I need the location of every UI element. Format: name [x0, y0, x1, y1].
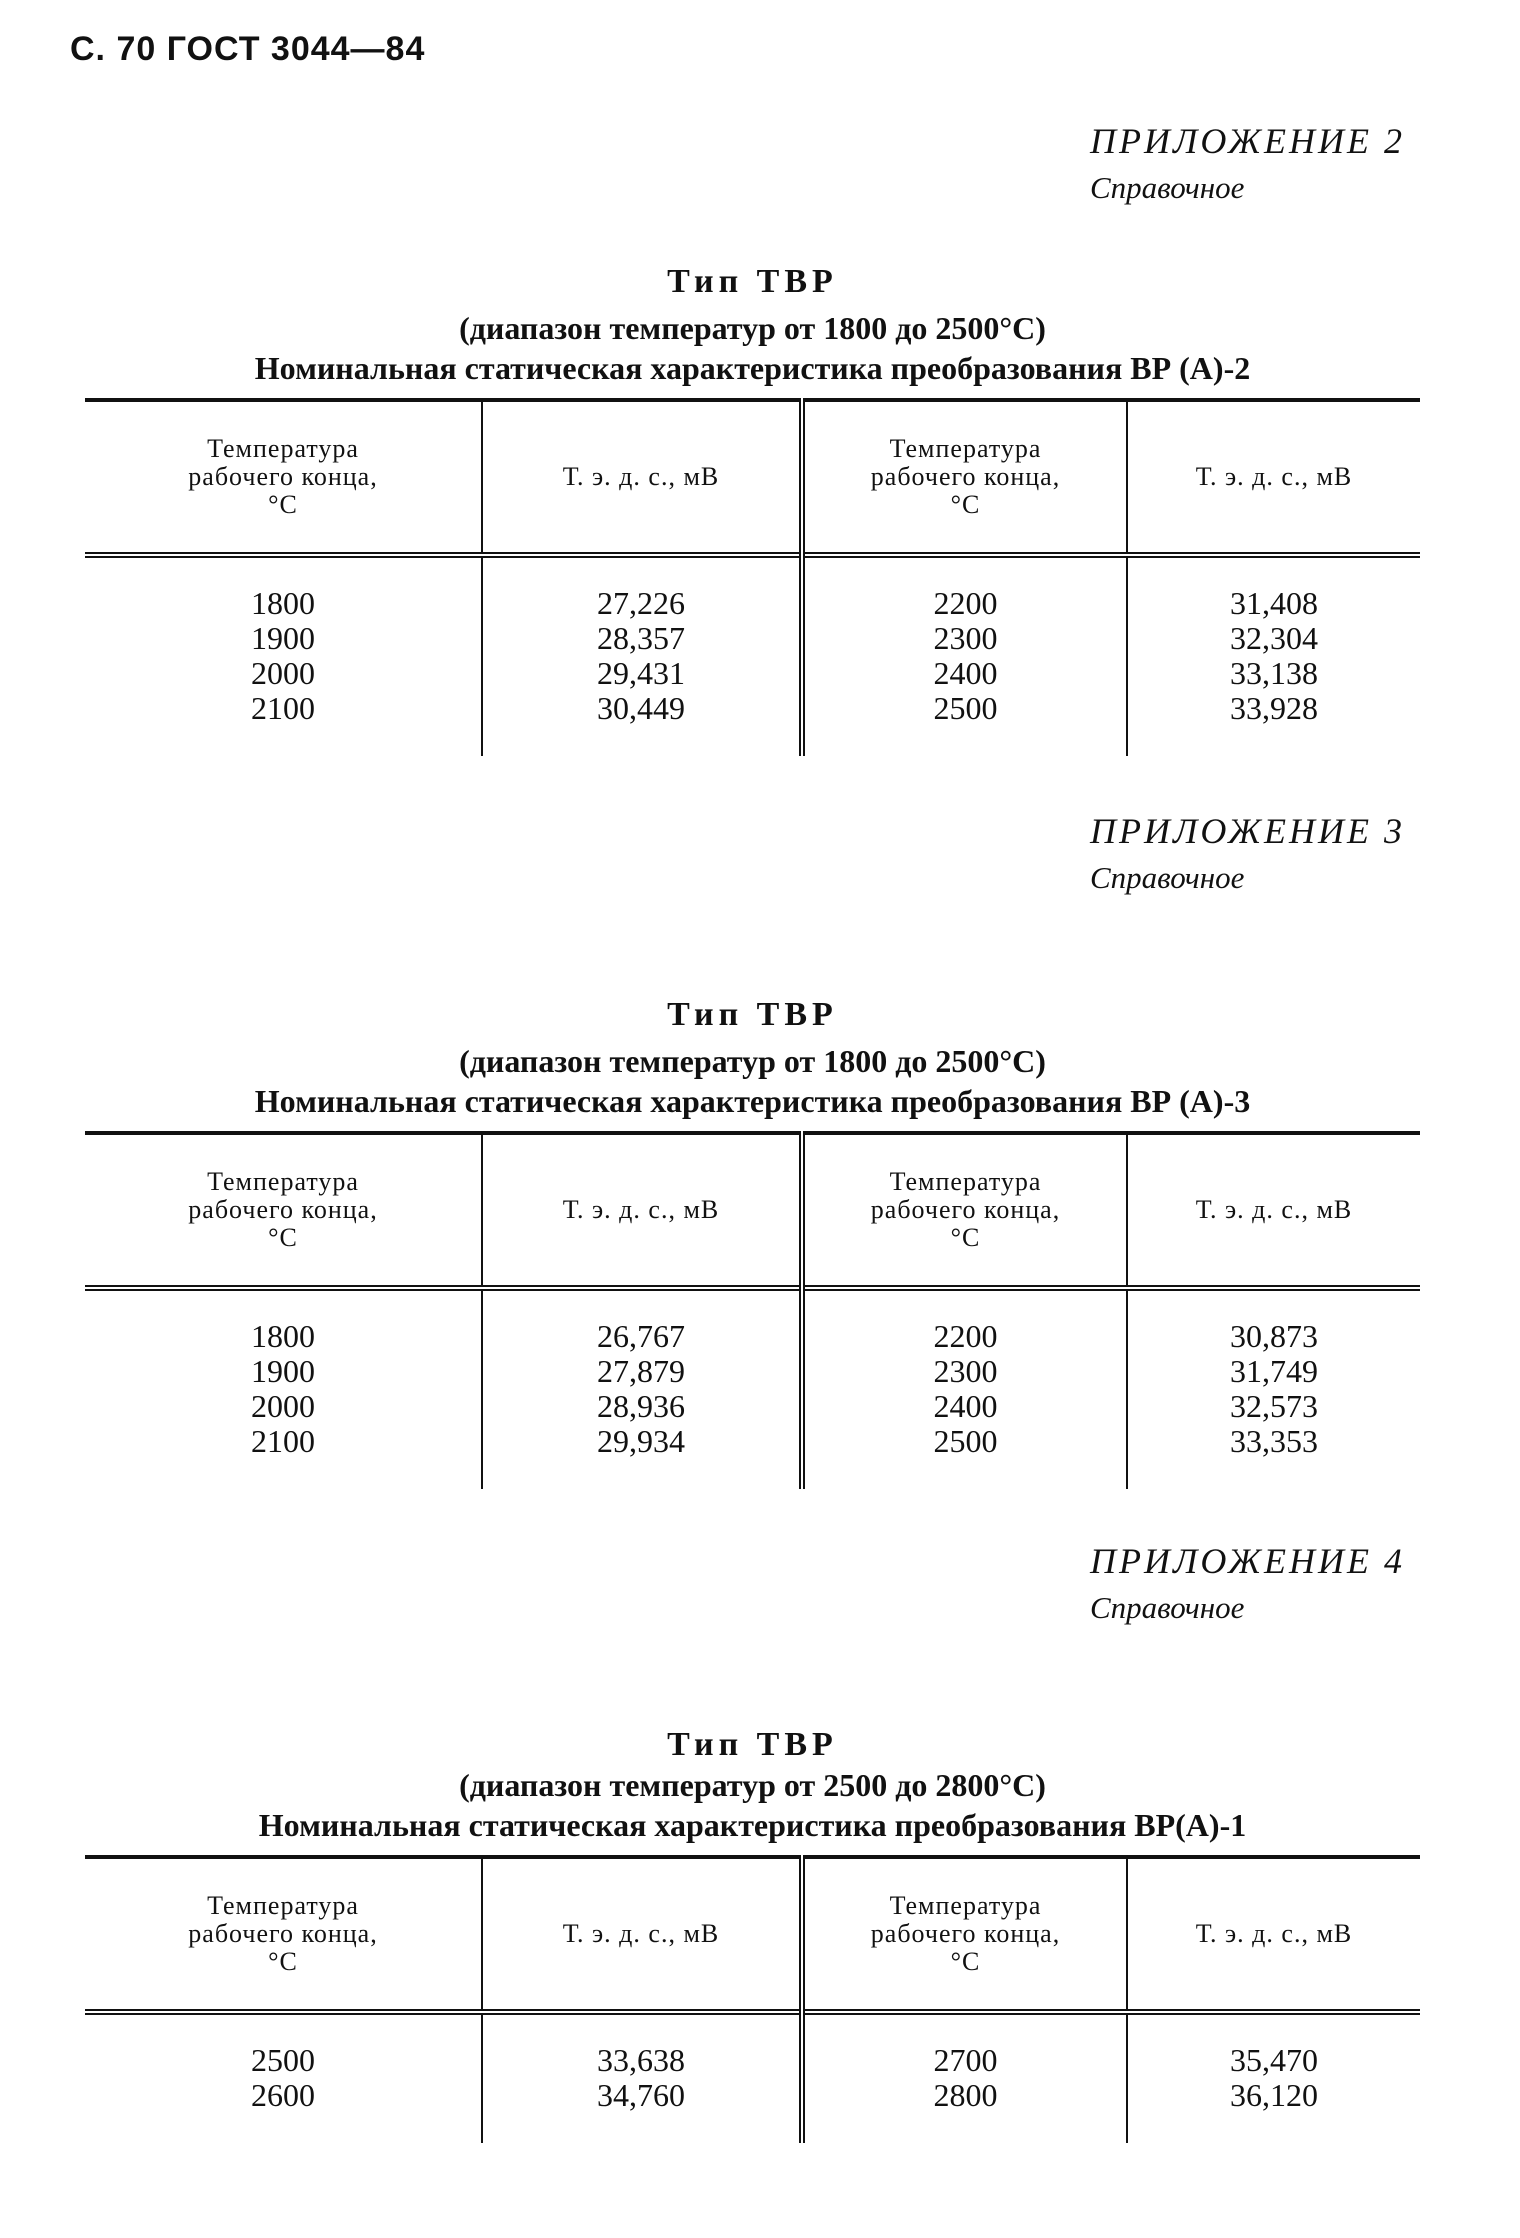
emf-column-header: Т. э. д. с., мВ	[1195, 1195, 1353, 1224]
temperature-values: 2700 2800	[802, 2012, 1127, 2143]
emf-column-header: Т. э. д. с., мВ	[482, 1857, 802, 2012]
thermo-emf-table	[85, 398, 1420, 756]
page-header	[70, 30, 425, 69]
temperature-range: (диапазон температур от 1800 до 2500°С)	[459, 1043, 1046, 1079]
appendix-subtitle: Справочное	[1090, 860, 1245, 895]
standard-number: ГОСТ 3044—84	[166, 30, 426, 68]
characteristic-title: Номинальная статическая характеристика преобразования ВР (А)-3	[254, 1083, 1251, 1119]
temperature-values: 2500 2600	[85, 2012, 482, 2143]
temperature-values: 1800 1900 2000 2100	[85, 1288, 482, 1489]
characteristic-title: Номинальная статическая характеристика преобразования ВР(А)-1	[258, 1807, 1247, 1843]
emf-column-header: Т. э. д. с., мВ	[1195, 462, 1353, 491]
section-appendix-2	[85, 262, 1420, 756]
thermo-emf-table	[85, 1131, 1420, 1489]
appendix-label: ПРИЛОЖЕНИЕ 3	[1090, 811, 1405, 851]
temperature-values: 1800 1900 2000 2100	[85, 555, 482, 756]
temp-column-header: Температура рабочего конца, °С	[802, 1857, 1127, 2012]
appendix-label: ПРИЛОЖЕНИЕ 4	[1090, 1541, 1405, 1581]
table-header-row	[85, 400, 1420, 555]
emf-values: 31,408 32,304 33,138 33,928	[1230, 585, 1318, 726]
emf-values: 26,767 27,879 28,936 29,934	[482, 1288, 802, 1489]
temp-column-header: Температура рабочего конца, °С	[802, 400, 1127, 555]
emf-column-header: Т. э. д. с., мВ	[1195, 1919, 1353, 1948]
table-header-row	[85, 1857, 1420, 2012]
table-row	[85, 555, 1420, 756]
appendix-4-heading	[1090, 1540, 1420, 1626]
appendix-3-heading	[1090, 810, 1420, 896]
emf-values: 27,226 28,357 29,431 30,449	[482, 555, 802, 756]
temperature-values: 2200 2300 2400 2500	[802, 1288, 1127, 1489]
temp-column-header: Температура рабочего конца, °С	[85, 400, 482, 555]
table-row	[85, 2012, 1420, 2143]
appendix-2-heading	[1090, 120, 1420, 206]
page-number: С. 70	[70, 30, 157, 68]
emf-column-header: Т. э. д. с., мВ	[482, 1133, 802, 1288]
temp-column-header: Температура рабочего конца, °С	[802, 1133, 1127, 1288]
table-row	[85, 1288, 1420, 1489]
emf-column-header: Т. э. д. с., мВ	[482, 400, 802, 555]
type-title: Тип ТВР	[667, 996, 838, 1033]
temperature-range: (диапазон температур от 1800 до 2500°С)	[459, 310, 1046, 346]
type-title: Тип ТВР	[667, 1726, 838, 1763]
appendix-label: ПРИЛОЖЕНИЕ 2	[1090, 121, 1405, 161]
section-appendix-4	[85, 1725, 1420, 2143]
emf-values: 35,470 36,120	[1230, 2042, 1318, 2113]
temperature-range: (диапазон температур от 2500 до 2800°С)	[459, 1767, 1046, 1803]
temp-column-header: Температура рабочего конца, °С	[85, 1133, 482, 1288]
temp-column-header: Температура рабочего конца, °С	[85, 1857, 482, 2012]
table-header-row	[85, 1133, 1420, 1288]
thermo-emf-table	[85, 1855, 1420, 2143]
appendix-subtitle: Справочное	[1090, 170, 1245, 205]
appendix-subtitle: Справочное	[1090, 1590, 1245, 1625]
type-title: Тип ТВР	[667, 263, 838, 300]
emf-values: 30,873 31,749 32,573 33,353	[1230, 1318, 1318, 1459]
emf-values: 33,638 34,760	[482, 2012, 802, 2143]
characteristic-title: Номинальная статическая характеристика преобразования ВР (А)-2	[254, 350, 1251, 386]
section-appendix-3	[85, 995, 1420, 1489]
temperature-values: 2200 2300 2400 2500	[802, 555, 1127, 756]
